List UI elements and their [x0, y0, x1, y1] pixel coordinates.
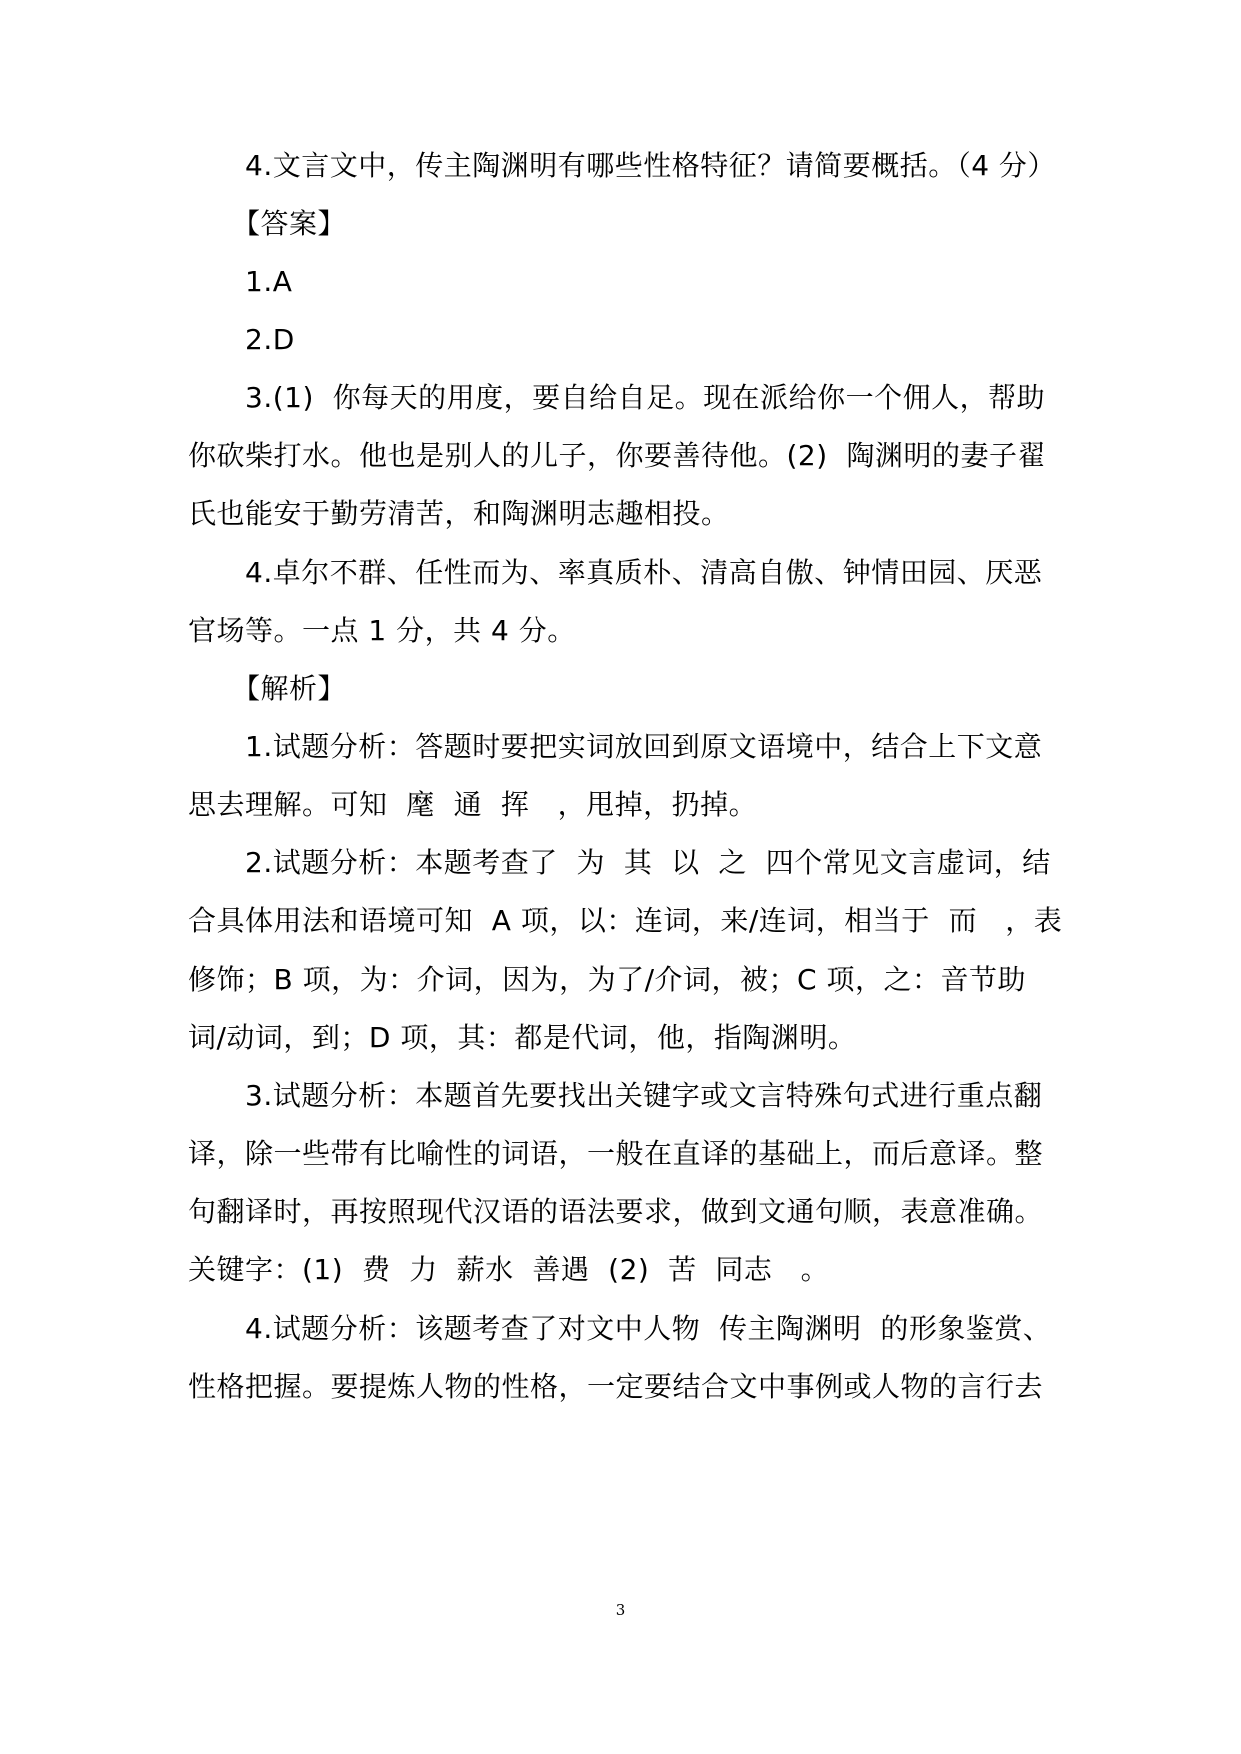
answer-3-line-3: 氏也能安于勤劳清苦，和陶渊明志趣相投。	[188, 497, 730, 530]
answer-2: 2.D	[245, 323, 295, 356]
analysis-heading: 【解析】	[232, 672, 347, 705]
analysis-2-line-4: 词/动词，到；D 项，其：都是代词，他，指陶渊明。	[188, 1021, 857, 1054]
question-4-line: 4.文言文中，传主陶渊明有哪些性格特征？请简要概括。（4 分）	[245, 149, 1056, 182]
analysis-3-line-2: 译，除一些带有比喻性的词语，一般在直译的基础上，而后意译。整	[188, 1137, 1044, 1170]
page-number: 3	[615, 1601, 626, 1619]
analysis-4-line-1: 4.试题分析：该题考查了对文中人物 传主陶渊明 的形象鉴赏、	[245, 1312, 1052, 1345]
answer-4-line-1: 4.卓尔不群、任性而为、率真质朴、清高自傲、钟情田园、厌恶	[245, 556, 1043, 589]
analysis-1-line-1: 1.试题分析：答题时要把实词放回到原文语境中，结合上下文意	[245, 730, 1043, 763]
analysis-4-line-2: 性格把握。要提炼人物的性格，一定要结合文中事例或人物的言行去	[188, 1370, 1044, 1403]
analysis-2-line-3: 修饰；B 项，为：介词，因为，为了/介词，被；C 项，之：音节助	[188, 963, 1026, 996]
answer-3-line-2: 你砍柴打水。他也是别人的儿子，你要善待他。(2) 陶渊明的妻子翟	[188, 439, 1046, 472]
analysis-3-line-1: 3.试题分析：本题首先要找出关键字或文言特殊句式进行重点翻	[245, 1079, 1043, 1112]
analysis-2-line-2: 合具体用法和语境可知 A 项，以：连词，来/连词，相当于 而 ，表	[188, 904, 1063, 937]
analysis-3-line-4: 关键字：(1) 费 力 薪水 善遇 (2) 苦 同志 。	[188, 1253, 830, 1286]
analysis-1-line-2: 思去理解。可知 麾 通 挥 ，甩掉，扔掉。	[188, 788, 758, 821]
answer-4-line-2: 官场等。一点 1 分，共 4 分。	[188, 614, 576, 647]
answer-heading: 【答案】	[232, 207, 347, 240]
answer-1: 1.A	[245, 265, 293, 298]
answer-3-line-1: 3.(1) 你每天的用度，要自给自足。现在派给你一个佣人，帮助	[245, 381, 1046, 414]
analysis-3-line-3: 句翻译时，再按照现代汉语的语法要求，做到文通句顺，表意准确。	[188, 1195, 1044, 1228]
analysis-2-line-1: 2.试题分析：本题考查了 为 其 以 之 四个常见文言虚词，结	[245, 846, 1051, 879]
